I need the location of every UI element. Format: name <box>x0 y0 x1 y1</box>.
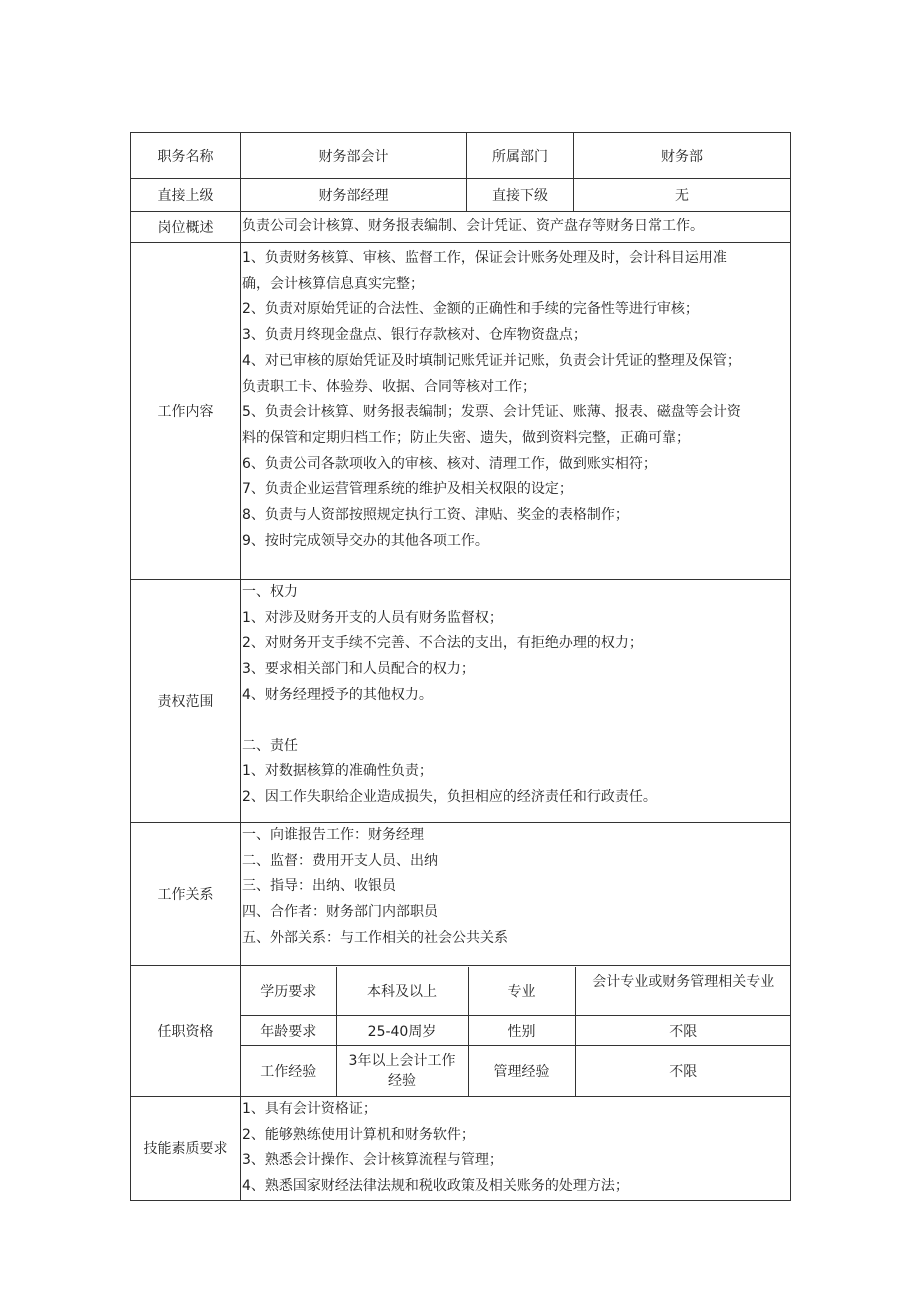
responsibility-heading: 二、责任 <box>242 737 298 754</box>
relation-line: 二、监督：费用开支人员、出纳 <box>242 852 438 869</box>
skill-line: 1、具有会计资格证； <box>242 1101 377 1117</box>
power-line: 1、对涉及财务开支的人员有财务监督权； <box>242 609 503 626</box>
responsibility-line: 1、对数据核算的准确性负责； <box>242 763 433 780</box>
duty-line: 1、负责财务核算、审核、监督工作，保证会计账务处理及时，会计科目运用准 <box>242 250 727 266</box>
gender-value: 不限 <box>575 1016 791 1046</box>
power-line: 3、要求相关部门和人员配合的权力； <box>242 661 475 678</box>
relations-label: 工作关系 <box>131 823 241 966</box>
skill-line: 2、能够熟练使用计算机和财务软件； <box>242 1126 475 1143</box>
authority-label: 责权范围 <box>131 580 241 823</box>
skill-line: 3、熟悉会计操作、会计核算流程与管理； <box>242 1152 503 1169</box>
superior-value: 财务部经理 <box>241 179 467 212</box>
skill-line: 4、熟悉国家财经法律法规和税收政策及相关账务的处理方法； <box>242 1178 629 1195</box>
duty-line: 6、负责公司各款项收入的审核、核对、清理工作，做到账实相符； <box>242 455 657 472</box>
relation-line: 五、外部关系：与工作相关的社会公共关系 <box>242 929 508 946</box>
superior-label: 直接上级 <box>131 179 241 212</box>
duty-line: 2、负责对原始凭证的合法性、金额的正确性和手续的完备性等进行审核； <box>242 301 699 318</box>
job-description-table <box>130 132 791 1201</box>
duty-line: 确，会计核算信息真实完整； <box>242 275 424 292</box>
duty-line: 5、负责会计核算、财务报表编制；发票、会计凭证、账薄、报表、磁盘等会计资 <box>242 404 741 421</box>
duty-line: 8、负责与人资部按照规定执行工资、津贴、奖金的表格制作； <box>242 507 629 524</box>
duty-line: 4、对已审核的原始凭证及时填制记账凭证并记账，负责会计凭证的整理及保管； <box>242 352 741 369</box>
overview-label: 岗位概述 <box>131 212 241 243</box>
relations-content <box>241 823 791 966</box>
skills-label: 技能素质要求 <box>131 1097 241 1201</box>
qualifications-grid-cell <box>241 966 791 1097</box>
skills-content <box>241 1097 791 1201</box>
relation-line: 三、指导：出纳、收银员 <box>242 878 396 895</box>
education-value: 本科及以上 <box>336 967 468 1016</box>
duty-line: 负责职工卡、体验券、收据、合同等核对工作； <box>242 378 536 395</box>
duty-line: 7、负责企业运营管理系统的维护及相关权限的设定； <box>242 481 573 498</box>
experience-label: 工作经验 <box>241 1046 336 1096</box>
power-heading: 一、权力 <box>242 584 298 600</box>
experience-value: 3年以上会计工作经验 <box>336 1046 468 1096</box>
duty-line: 3、负责月终现金盘点、银行存款核对、仓库物资盘点； <box>242 327 587 344</box>
relation-line: 一、向谁报告工作：财务经理 <box>242 827 424 843</box>
power-line: 2、对财务开支手续不完善、不合法的支出，有拒绝办理的权力； <box>242 635 643 652</box>
education-label: 学历要求 <box>241 967 336 1016</box>
authority-content <box>241 580 791 823</box>
management-label: 管理经验 <box>468 1046 575 1096</box>
major-value: 会计专业或财务管理相关专业 <box>575 967 791 1016</box>
subordinate-value: 无 <box>574 179 791 212</box>
title-label: 职务名称 <box>131 133 241 179</box>
qualifications-label: 任职资格 <box>131 966 241 1097</box>
dept-value: 财务部 <box>574 133 791 179</box>
duty-line: 9、按时完成领导交办的其他各项工作。 <box>242 532 489 549</box>
duty-line: 料的保管和定期归档工作；防止失密、遗失，做到资料完整，正确可靠； <box>242 429 690 446</box>
age-value: 25-40周岁 <box>336 1016 468 1046</box>
dept-label: 所属部门 <box>467 133 574 179</box>
overview-text: 负责公司会计核算、财务报表编制、会计凭证、资产盘存等财务日常工作。 <box>241 212 791 243</box>
relation-line: 四、合作者：财务部门内部职员 <box>242 904 438 921</box>
duties-label: 工作内容 <box>131 243 241 580</box>
duties-content <box>241 243 791 580</box>
management-value: 不限 <box>575 1046 791 1096</box>
major-label: 专业 <box>468 967 575 1016</box>
title-value: 财务部会计 <box>241 133 467 179</box>
gender-label: 性别 <box>468 1016 575 1046</box>
responsibility-line: 2、因工作失职给企业造成损失，负担相应的经济责任和行政责任。 <box>242 788 657 805</box>
qualifications-grid <box>241 967 791 1096</box>
subordinate-label: 直接下级 <box>467 179 574 212</box>
age-label: 年龄要求 <box>241 1016 336 1046</box>
power-line: 4、财务经理授予的其他权力。 <box>242 686 433 703</box>
